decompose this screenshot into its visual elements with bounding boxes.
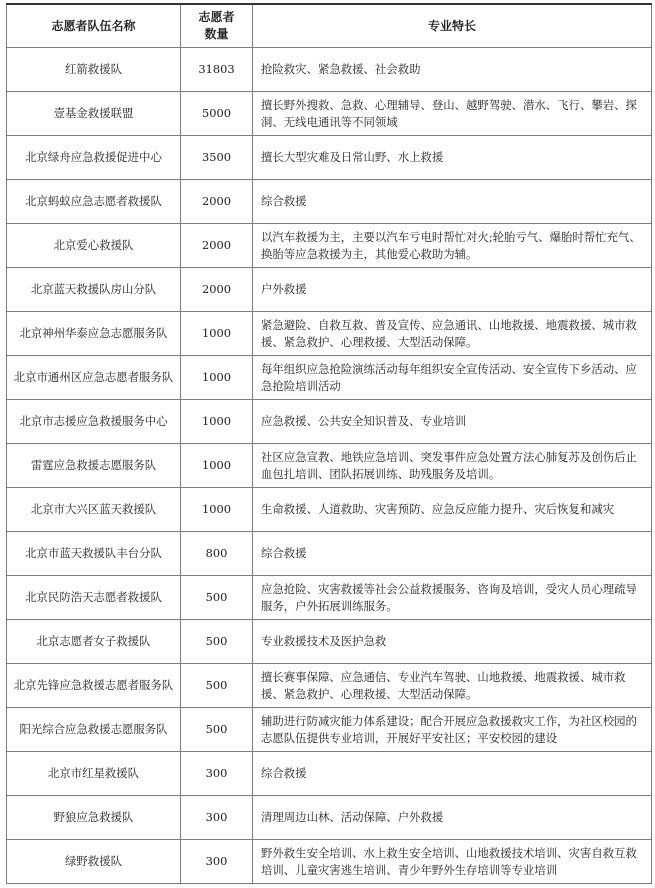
specialty-cell: 社区应急宣教、地铁应急培训、突发事件应急处置方法心肺复苏及创伤后止血包扎培训、团队拓展训练、助残服务及培训。 xyxy=(253,444,652,488)
specialty-cell: 每年组织应急抢险演练活动每年组织安全宣传活动、安全宣传下乡活动、应急抢险培训活动 xyxy=(253,356,652,400)
volunteer-count-cell: 500 xyxy=(181,664,253,708)
specialty-cell: 专业救援技术及医护急救 xyxy=(253,620,652,664)
team-name-cell: 北京市蓝天救援队丰台分队 xyxy=(7,532,181,576)
specialty-cell: 抢险救灾、紧急救援、社会救助 xyxy=(253,48,652,92)
team-name-cell: 阳光综合应急救援志愿服务队 xyxy=(7,708,181,752)
specialty-cell: 紧急避险、自救互救、普及宣传、应急通讯、山地救援、地震救援、城市救援、紧急救护、心理救援、大型活动保障。 xyxy=(253,312,652,356)
header-volunteer-count: 志愿者 数量 xyxy=(181,4,253,48)
team-name-cell: 北京市通州区应急志愿者服务队 xyxy=(7,356,181,400)
team-name-cell: 北京神州华泰应急志愿服务队 xyxy=(7,312,181,356)
volunteer-count-cell: 31803 xyxy=(181,48,253,92)
specialty-cell: 擅长大型灾难及日常山野、水上救援 xyxy=(253,136,652,180)
volunteer-count-cell: 2000 xyxy=(181,224,253,268)
team-name-cell: 野狼应急救援队 xyxy=(7,796,181,840)
table-row xyxy=(7,752,652,796)
volunteer-count-cell: 1000 xyxy=(181,400,253,444)
team-name-cell: 绿野救援队 xyxy=(7,840,181,884)
volunteer-count-cell: 300 xyxy=(181,840,253,884)
table-body xyxy=(7,48,652,884)
specialty-cell: 户外救援 xyxy=(253,268,652,312)
table-row xyxy=(7,840,652,884)
volunteer-count-cell: 500 xyxy=(181,620,253,664)
specialty-cell: 辅助进行防减灾能力体系建设；配合开展应急救援救灾工作，为社区校园的志愿队伍提供专业培训，开展好平安社区；平安校园的建设 xyxy=(253,708,652,752)
table-row xyxy=(7,268,652,312)
volunteer-count-cell: 300 xyxy=(181,796,253,840)
specialty-cell: 综合救援 xyxy=(253,180,652,224)
volunteer-count-cell: 1000 xyxy=(181,312,253,356)
team-name-cell: 北京绿舟应急救援促进中心 xyxy=(7,136,181,180)
team-name-cell: 壹基金救援联盟 xyxy=(7,92,181,136)
volunteer-count-cell: 800 xyxy=(181,532,253,576)
team-name-cell: 北京志愿者女子救援队 xyxy=(7,620,181,664)
table-row xyxy=(7,356,652,400)
volunteer-count-cell: 2000 xyxy=(181,268,253,312)
team-name-cell: 北京爱心救援队 xyxy=(7,224,181,268)
specialty-cell: 擅长野外搜救、急救、心理辅导、登山、越野驾驶、潜水、飞行、攀岩、探洞、无线电通讯等不同领域 xyxy=(253,92,652,136)
table-row xyxy=(7,224,652,268)
volunteer-count-cell: 2000 xyxy=(181,180,253,224)
table-row xyxy=(7,180,652,224)
team-name-cell: 北京市红星救援队 xyxy=(7,752,181,796)
team-name-cell: 北京蚂蚁应急志愿者救援队 xyxy=(7,180,181,224)
specialty-cell: 擅长赛事保障、应急通信、专业汽车驾驶、山地救援、地震救援、城市救援、紧急救护、心理救援、大型活动保障。 xyxy=(253,664,652,708)
specialty-cell: 野外救生安全培训、水上救生安全培训、山地救援技术培训、灾害自救互救培训、儿童灾害逃生培训、青少年野外生存培训等专业培训 xyxy=(253,840,652,884)
specialty-cell: 综合救援 xyxy=(253,532,652,576)
table-row xyxy=(7,136,652,180)
volunteer-count-cell: 1000 xyxy=(181,356,253,400)
table-row xyxy=(7,796,652,840)
table-row xyxy=(7,488,652,532)
table-row xyxy=(7,48,652,92)
table-row xyxy=(7,444,652,488)
volunteer-count-cell: 5000 xyxy=(181,92,253,136)
volunteer-count-cell: 3500 xyxy=(181,136,253,180)
specialty-cell: 以汽车救援为主，主要以汽车亏电时帮忙对火;轮胎亏气、爆胎时帮忙充气、换胎等应急救援为主，其他爱心救助为辅。 xyxy=(253,224,652,268)
volunteer-teams-table xyxy=(6,3,652,884)
team-name-cell: 北京市大兴区蓝天救援队 xyxy=(7,488,181,532)
table-row xyxy=(7,620,652,664)
table-row xyxy=(7,92,652,136)
team-name-cell: 北京蓝天救援队房山分队 xyxy=(7,268,181,312)
table-header-row xyxy=(7,4,652,48)
volunteer-count-cell: 500 xyxy=(181,576,253,620)
specialty-cell: 清理周边山林、活动保障、户外救援 xyxy=(253,796,652,840)
team-name-cell: 雷霆应急救援志愿服务队 xyxy=(7,444,181,488)
volunteer-count-cell: 500 xyxy=(181,708,253,752)
specialty-cell: 应急救援、公共安全知识普及、专业培训 xyxy=(253,400,652,444)
specialty-cell: 应急抢险、灾害救援等社会公益救援服务、咨询及培训，受灾人员心理疏导服务，户外拓展训练服务。 xyxy=(253,576,652,620)
table-row xyxy=(7,312,652,356)
volunteer-count-cell: 1000 xyxy=(181,444,253,488)
header-team-name: 志愿者队伍名称 xyxy=(7,4,181,48)
table-row xyxy=(7,708,652,752)
team-name-cell: 北京民防浩天志愿者救援队 xyxy=(7,576,181,620)
table-row xyxy=(7,400,652,444)
header-specialty: 专业特长 xyxy=(253,4,652,48)
table-row xyxy=(7,532,652,576)
table-row xyxy=(7,576,652,620)
volunteer-count-cell: 1000 xyxy=(181,488,253,532)
team-name-cell: 红箭救援队 xyxy=(7,48,181,92)
specialty-cell: 生命救援、人道救助、灾害预防、应急反应能力提升、灾后恢复和减灾 xyxy=(253,488,652,532)
volunteer-count-cell: 300 xyxy=(181,752,253,796)
specialty-cell: 综合救援 xyxy=(253,752,652,796)
table-row xyxy=(7,664,652,708)
team-name-cell: 北京市志援应急救援服务中心 xyxy=(7,400,181,444)
team-name-cell: 北京先锋应急救援志愿者服务队 xyxy=(7,664,181,708)
